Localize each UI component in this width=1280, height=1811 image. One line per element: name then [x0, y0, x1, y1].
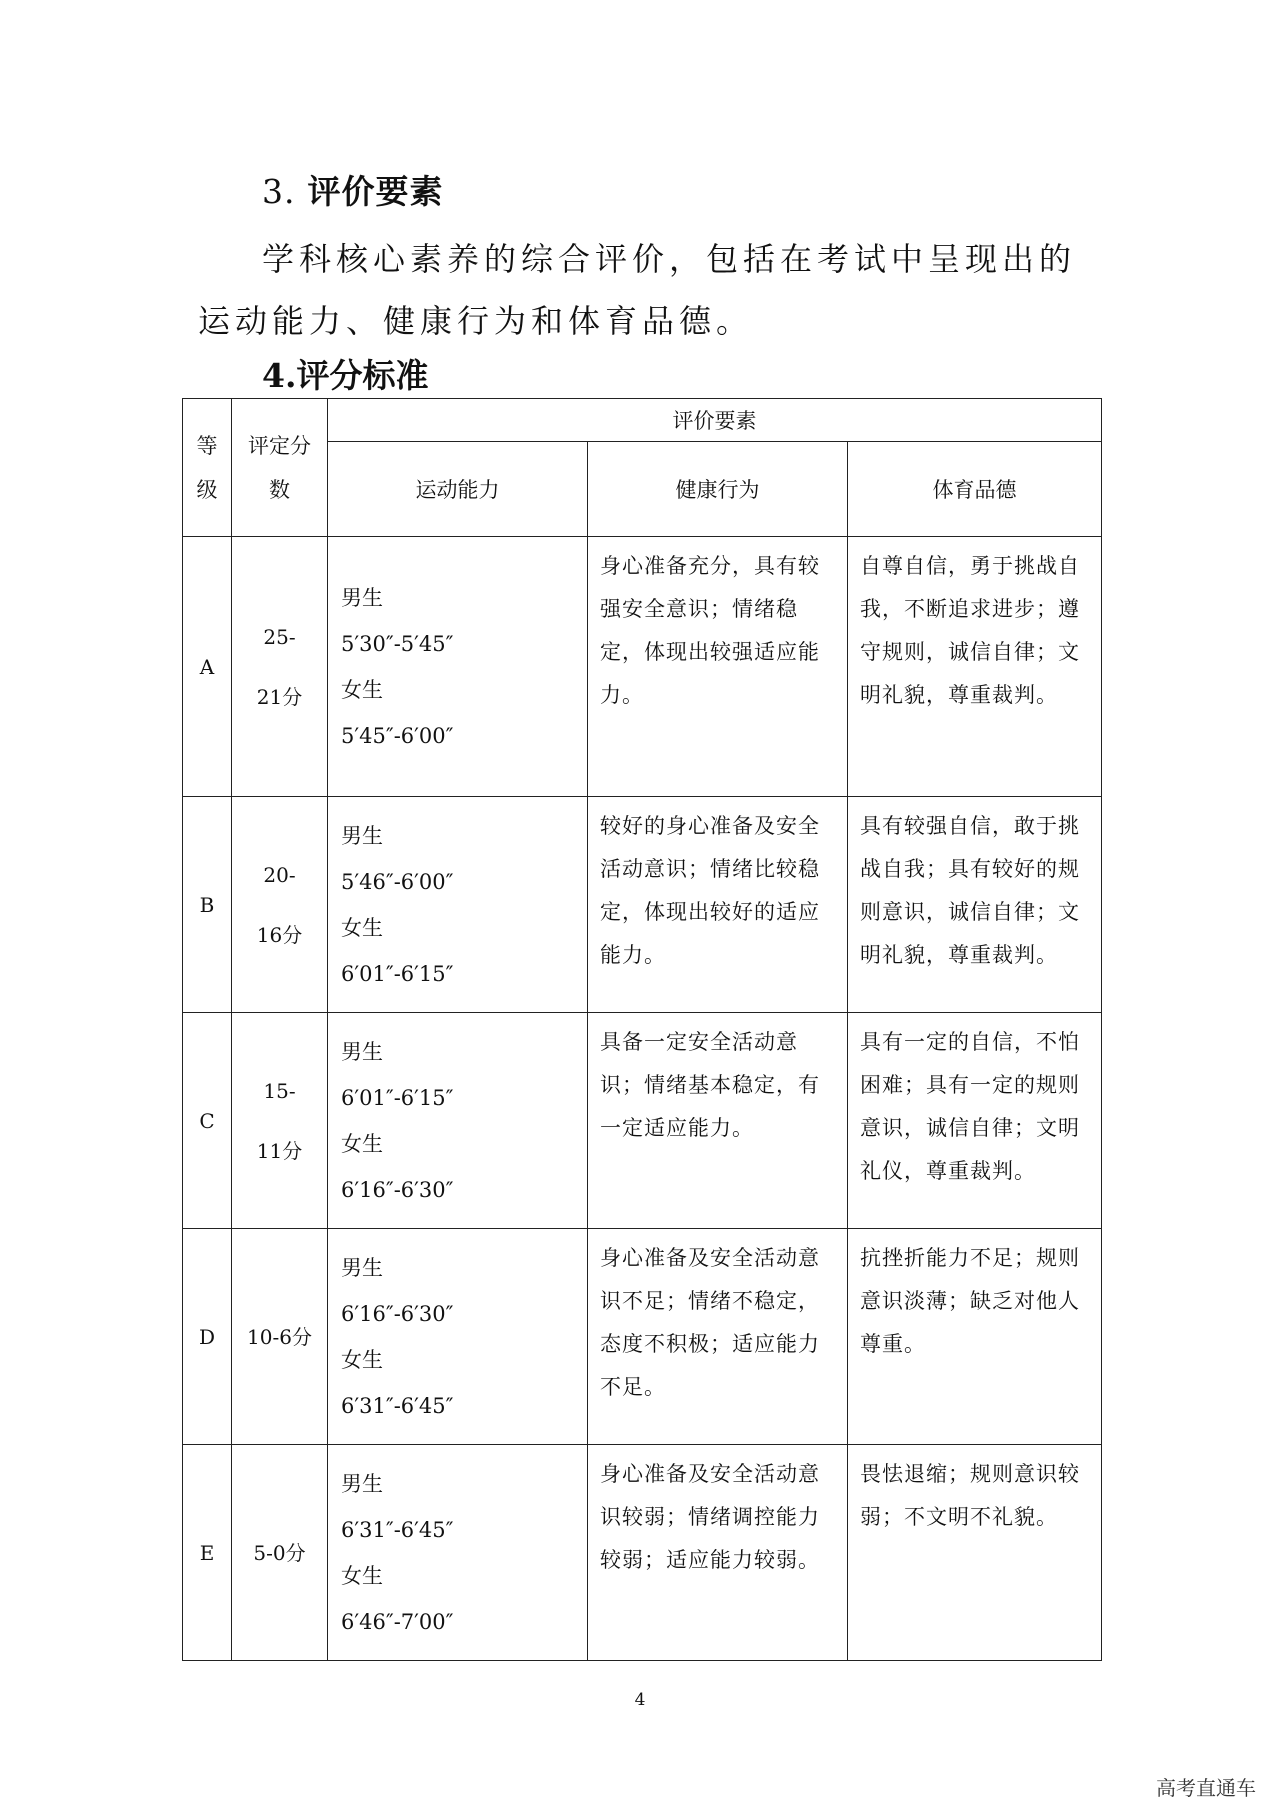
header-score	[232, 399, 328, 537]
grade-cell: A	[183, 537, 232, 797]
female-label: 女生	[341, 1563, 383, 1588]
table-row	[183, 537, 1102, 797]
score-cell	[232, 1013, 328, 1229]
male-label: 男生	[341, 585, 383, 610]
section-3-title: 评价要素	[307, 172, 444, 211]
morality-cell: 具有较强自信，敢于挑战自我；具有较好的规则意识，诚信自律；文明礼貌，尊重裁判。	[848, 797, 1102, 1013]
health-cell: 身心准备及安全活动意识不足；情绪不稳定，态度不积极；适应能力不足。	[588, 1229, 848, 1445]
morality-cell: 抗挫折能力不足；规则意识淡薄；缺乏对他人尊重。	[848, 1229, 1102, 1445]
page-number: 4	[634, 1690, 646, 1710]
ability-cell	[328, 1013, 588, 1229]
scoring-table	[182, 398, 1102, 1661]
female-label: 女生	[341, 1131, 383, 1156]
header-grade-text: 等级	[196, 433, 218, 502]
male-time: 6′31″-6′45″	[341, 1517, 454, 1542]
health-cell: 身心准备充分，具有较强安全意识；情绪稳定，体现出较强适应能力。	[588, 537, 848, 797]
female-time: 6′01″-6′15″	[341, 961, 454, 986]
morality-cell: 畏怯退缩；规则意识较弱；不文明不礼貌。	[848, 1445, 1102, 1661]
header-health: 健康行为	[588, 442, 848, 537]
health-cell: 身心准备及安全活动意识较弱；情绪调控能力较弱；适应能力较弱。	[588, 1445, 848, 1661]
grade-cell: B	[183, 797, 232, 1013]
male-label: 男生	[341, 1255, 383, 1280]
ability-cell	[328, 537, 588, 797]
score-cell	[232, 537, 328, 797]
score-cell: 10-6分	[232, 1229, 328, 1445]
female-time: 6′16″-6′30″	[341, 1177, 454, 1202]
section-3-paragraph: 学科核心素养的综合评价，包括在考试中呈现出的运动能力、健康行为和体育品德。	[198, 240, 1077, 340]
header-morality: 体育品德	[848, 442, 1102, 537]
grade-cell: D	[183, 1229, 232, 1445]
ability-cell	[328, 1445, 588, 1661]
male-label: 男生	[341, 1039, 383, 1064]
section-4-heading: 4.评分标准	[262, 356, 429, 395]
male-time: 6′16″-6′30″	[341, 1301, 454, 1326]
section-3-number: 3.	[262, 172, 296, 211]
female-label: 女生	[341, 915, 383, 940]
header-score-text: 评定分数	[248, 433, 311, 502]
female-time: 6′46″-7′00″	[341, 1609, 454, 1634]
male-time: 5′46″-6′00″	[341, 869, 454, 894]
section-3-heading	[262, 166, 444, 213]
ability-cell	[328, 1229, 588, 1445]
male-time: 5′30″-5′45″	[341, 631, 454, 656]
header-elements: 评价要素	[328, 399, 1102, 442]
table-row	[183, 1445, 1102, 1661]
score-text: 15-11分	[256, 1078, 303, 1163]
male-time: 6′01″-6′15″	[341, 1085, 454, 1110]
grade-cell: E	[183, 1445, 232, 1661]
female-time: 5′45″-6′00″	[341, 723, 454, 748]
male-label: 男生	[341, 1471, 383, 1496]
table-row	[183, 1229, 1102, 1445]
header-ability: 运动能力	[328, 442, 588, 537]
score-text: 25-21分	[256, 624, 303, 709]
morality-cell: 具有一定的自信，不怕困难；具有一定的规则意识，诚信自律；文明礼仪，尊重裁判。	[848, 1013, 1102, 1229]
ability-cell	[328, 797, 588, 1013]
grade-cell: C	[183, 1013, 232, 1229]
female-time: 6′31″-6′45″	[341, 1393, 454, 1418]
score-cell: 5-0分	[232, 1445, 328, 1661]
score-cell	[232, 797, 328, 1013]
table-row	[183, 1013, 1102, 1229]
health-cell: 较好的身心准备及安全活动意识；情绪比较稳定，体现出较好的适应能力。	[588, 797, 848, 1013]
morality-cell: 自尊自信，勇于挑战自我，不断追求进步；遵守规则，诚信自律；文明礼貌，尊重裁判。	[848, 537, 1102, 797]
header-grade	[183, 399, 232, 537]
female-label: 女生	[341, 677, 383, 702]
male-label: 男生	[341, 823, 383, 848]
score-text: 20-16分	[256, 862, 303, 947]
table-row	[183, 797, 1102, 1013]
female-label: 女生	[341, 1347, 383, 1372]
watermark: 高考直通车	[1156, 1776, 1256, 1800]
health-cell: 具备一定安全活动意识；情绪基本稳定，有一定适应能力。	[588, 1013, 848, 1229]
